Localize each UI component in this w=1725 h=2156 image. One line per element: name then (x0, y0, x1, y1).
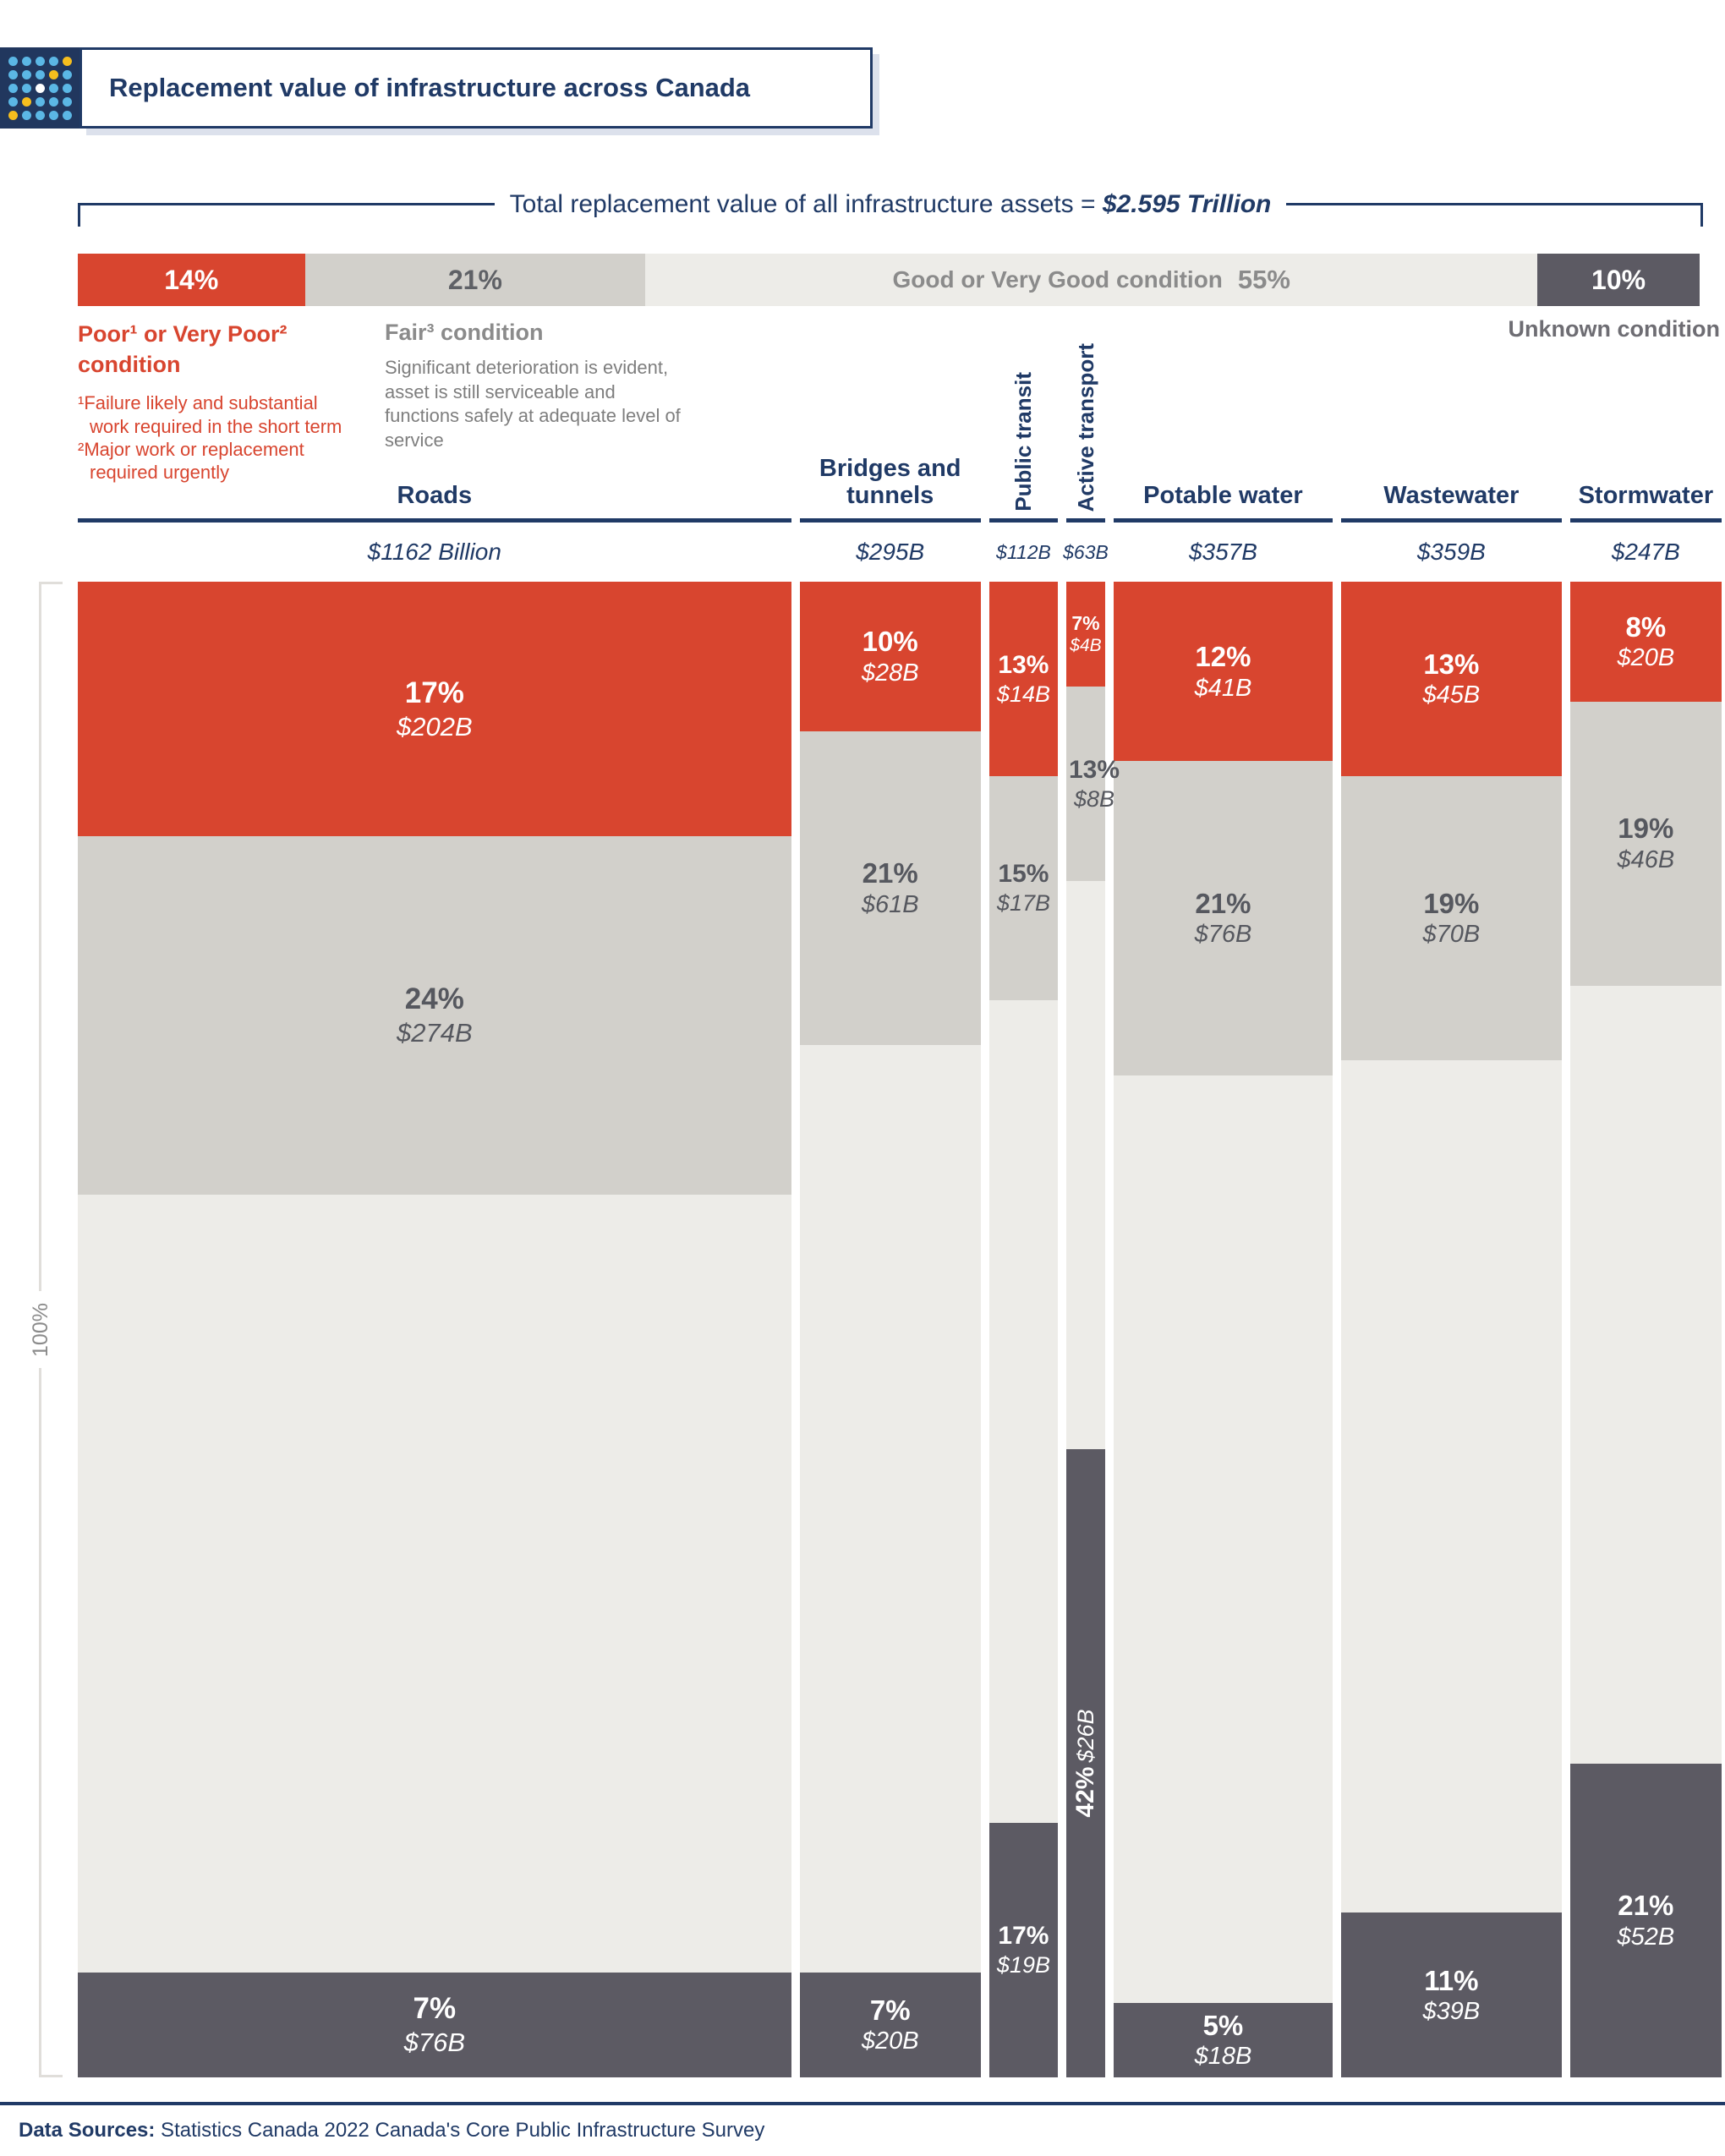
segment-value: $8B (1073, 785, 1114, 812)
wastewater-poor-segment (1341, 582, 1562, 776)
axis-tick-top (39, 582, 63, 584)
segment-pct: 8% (1625, 610, 1667, 643)
segment-pct: 5% (1202, 2009, 1244, 2041)
public-transit-fair-segment (989, 776, 1058, 1000)
total-bracket (78, 188, 1703, 227)
bridges-column (800, 582, 981, 2077)
bracket-left-cap (78, 203, 80, 227)
potable-water-fair-segment (1114, 761, 1333, 1075)
column-header-wastewater (1341, 311, 1562, 582)
column-total-wastewater: $359B (1416, 539, 1486, 565)
segment-pct: 13% (998, 650, 1049, 679)
stormwater-column (1570, 582, 1722, 2077)
column-title-active-transport: Active transport (1072, 342, 1098, 512)
wastewater-fair-segment (1341, 776, 1562, 1060)
segment-value: $20B (1617, 644, 1675, 672)
logo-dot (36, 57, 45, 66)
segment-value: $41B (1194, 674, 1252, 702)
legend-poor-note1: ¹Failure likely and substantial work required in the short term (78, 392, 342, 437)
column-total-active-transport: $63B (1063, 540, 1109, 563)
logo-dot (36, 111, 45, 120)
segment-pct: 10% (862, 626, 918, 658)
potable-water-poor-segment (1114, 582, 1333, 761)
logo-dots (8, 57, 72, 120)
column-title-roads: Roads (397, 482, 473, 510)
dots-logo-icon (0, 47, 79, 129)
logo-dot (22, 70, 31, 79)
bridges-unknown-segment (800, 1973, 981, 2077)
segment-value: $70B (1422, 921, 1481, 949)
overall-fair-segment (305, 254, 646, 306)
segment-value: $46B (1617, 845, 1675, 873)
legend-fair-title: Fair³ condition (385, 320, 544, 345)
overall-good-pct: 55% (1237, 265, 1290, 294)
segment-pct: 19% (1618, 813, 1674, 845)
bracket-line-left (78, 203, 495, 205)
potable-water-column (1114, 582, 1333, 2077)
overall-good-label: Good or Very Good condition (892, 266, 1223, 293)
mosaic-chart (78, 582, 1722, 2077)
public-transit-column (989, 582, 1058, 2077)
segment-value: $4B (1070, 636, 1102, 656)
roads-unknown-segment (78, 1973, 791, 2077)
overall-poor-segment (78, 254, 305, 306)
column-total-bridges: $295B (856, 539, 925, 565)
segment-value: $19B (996, 1952, 1050, 1978)
column-title-stormwater: Stormwater (1578, 482, 1714, 510)
segment-value: $202B (396, 711, 473, 741)
logo-dot (63, 57, 72, 66)
active-transport-column (1066, 582, 1120, 2077)
logo-dot (36, 84, 45, 93)
roads-good-segment (78, 1195, 791, 1973)
bracket-right-cap (1700, 203, 1703, 227)
roads-poor-segment (78, 582, 791, 836)
logo-dot (49, 57, 58, 66)
total-label: Total replacement value of all infrastructure assets = (509, 190, 1103, 218)
active-transport-unknown-segment (1066, 1449, 1105, 2077)
legend-poor-title: Poor¹ or Very Poor² condition (78, 321, 288, 377)
logo-dot (22, 97, 31, 107)
segment-value: $17B (996, 890, 1050, 917)
active-transport-good-segment (1066, 881, 1105, 1449)
column-header-stormwater (1570, 311, 1722, 582)
column-header-roads (78, 311, 791, 582)
segment-pct: 7% (413, 1992, 457, 2026)
stormwater-good-segment (1570, 986, 1722, 1764)
segment-value: $18B (1194, 2043, 1252, 2071)
segment-value: $45B (1422, 681, 1481, 709)
segment-value: $76B (403, 2027, 466, 2058)
column-title-public-transit: Public transit (1010, 372, 1037, 512)
stormwater-unknown-segment (1570, 1764, 1722, 2077)
segment-value: $76B (1194, 921, 1252, 949)
logo-dot (8, 70, 18, 79)
segment-pct: 13% (1423, 648, 1480, 680)
segment-pct: 42% (1071, 1766, 1099, 1818)
bracket-line-right (1286, 203, 1703, 205)
segment-pct: 13% (1068, 755, 1120, 784)
segment-value: $26B (1072, 1709, 1098, 1763)
roads-fair-segment (78, 836, 791, 1196)
column-total-potable-water: $357B (1188, 539, 1257, 565)
column-total-public-transit: $112B (996, 540, 1051, 563)
y-axis-label: 100% (29, 1302, 52, 1357)
column-total-roads: $1162 Billion (367, 539, 501, 565)
potable-water-unknown-segment (1114, 2003, 1333, 2077)
segment-pct: 15% (998, 860, 1049, 889)
column-total-stormwater: $247B (1611, 539, 1680, 565)
logo-dot (63, 84, 72, 93)
segment-pct: 21% (862, 857, 918, 889)
legend-fair-description: Significant deterioration is evident, asset is still serviceable and functions safely at adequate level of service (385, 357, 681, 451)
logo-dot (22, 84, 31, 93)
segment-pct: 7% (869, 1994, 911, 2026)
app-header (0, 47, 873, 129)
data-sources-label: Data Sources: (19, 2119, 156, 2142)
segment-value: $52B (1617, 1923, 1675, 1951)
logo-dot (8, 84, 18, 93)
segment-value: $274B (396, 1018, 473, 1048)
overall-poor-pct: 14% (164, 264, 219, 295)
data-sources-text: Statistics Canada 2022 Canada's Core Public Infrastructure Survey (155, 2119, 765, 2142)
segment-value: $20B (861, 2027, 919, 2055)
column-title-bridges: Bridges and tunnels (819, 455, 961, 510)
column-header-potable-water (1114, 311, 1333, 582)
column-header-active-transport (1063, 311, 1109, 582)
column-title-wastewater: Wastewater (1383, 482, 1520, 510)
segment-value: $14B (996, 681, 1050, 707)
segment-pct: 21% (1618, 1890, 1674, 1922)
bridges-fair-segment (800, 731, 981, 1045)
logo-dot (63, 111, 72, 120)
wastewater-good-segment (1341, 1060, 1562, 1912)
rotated-segment-label (1071, 1710, 1101, 1818)
logo-dot (8, 57, 18, 66)
data-sources (19, 2119, 764, 2142)
segment-pct: 11% (1424, 1964, 1479, 1996)
column-headers (78, 311, 1722, 582)
public-transit-poor-segment (989, 582, 1058, 776)
logo-dot (22, 57, 31, 66)
y-axis-label-wrap (27, 1291, 55, 1369)
wastewater-column (1341, 582, 1562, 2077)
wastewater-unknown-segment (1341, 1912, 1562, 2077)
segment-pct: 19% (1423, 887, 1480, 919)
overall-unknown-pct: 10% (1591, 264, 1646, 295)
logo-dot (49, 97, 58, 107)
overall-fair-pct: 21% (447, 264, 502, 295)
stormwater-poor-segment (1570, 582, 1722, 702)
logo-dot (36, 97, 45, 107)
logo-dot (49, 111, 58, 120)
title-box (79, 47, 873, 129)
total-bracket-text (495, 188, 1287, 222)
column-header-public-transit (989, 311, 1058, 582)
overall-condition-bar (78, 254, 1700, 306)
logo-dot (8, 97, 18, 107)
roads-column (78, 582, 791, 2077)
logo-dot (36, 70, 45, 79)
logo-dot (8, 111, 18, 120)
segment-pct: 17% (998, 1922, 1049, 1951)
legend-unknown: Unknown condition (1508, 316, 1720, 342)
active-transport-poor-segment (1066, 582, 1105, 687)
y-axis-bracket (29, 582, 64, 2077)
page-title: Replacement value of infrastructure across Canada (109, 73, 751, 102)
total-value: $2.595 Trillion (1102, 190, 1272, 218)
overall-good-segment (645, 254, 1537, 306)
segment-pct: 24% (404, 982, 464, 1016)
logo-dot (63, 70, 72, 79)
public-transit-good-segment (989, 1000, 1058, 1823)
overall-unknown-segment (1537, 254, 1700, 306)
logo-dot (63, 97, 72, 107)
segment-value: $28B (861, 659, 919, 687)
segment-value: $39B (1422, 1998, 1481, 2026)
footer-divider (0, 2102, 1725, 2105)
axis-tick-bottom (39, 2075, 63, 2077)
segment-pct: 21% (1195, 887, 1251, 919)
logo-dot (49, 70, 58, 79)
legend-poor-note2: ²Major work or replacement required urgently (78, 438, 304, 484)
logo-dot (49, 84, 58, 93)
segment-pct: 7% (1071, 611, 1100, 634)
active-transport-fair-segment (1066, 687, 1120, 881)
bridges-good-segment (800, 1045, 981, 1973)
logo-dot (22, 111, 31, 120)
column-header-bridges (800, 311, 981, 582)
segment-pct: 17% (404, 676, 464, 709)
bridges-poor-segment (800, 582, 981, 731)
segment-value: $61B (861, 891, 919, 919)
column-title-potable-water: Potable water (1143, 482, 1303, 510)
segment-pct: 12% (1195, 640, 1251, 672)
potable-water-good-segment (1114, 1075, 1333, 2003)
stormwater-fair-segment (1570, 702, 1722, 986)
public-transit-unknown-segment (989, 1823, 1058, 2077)
